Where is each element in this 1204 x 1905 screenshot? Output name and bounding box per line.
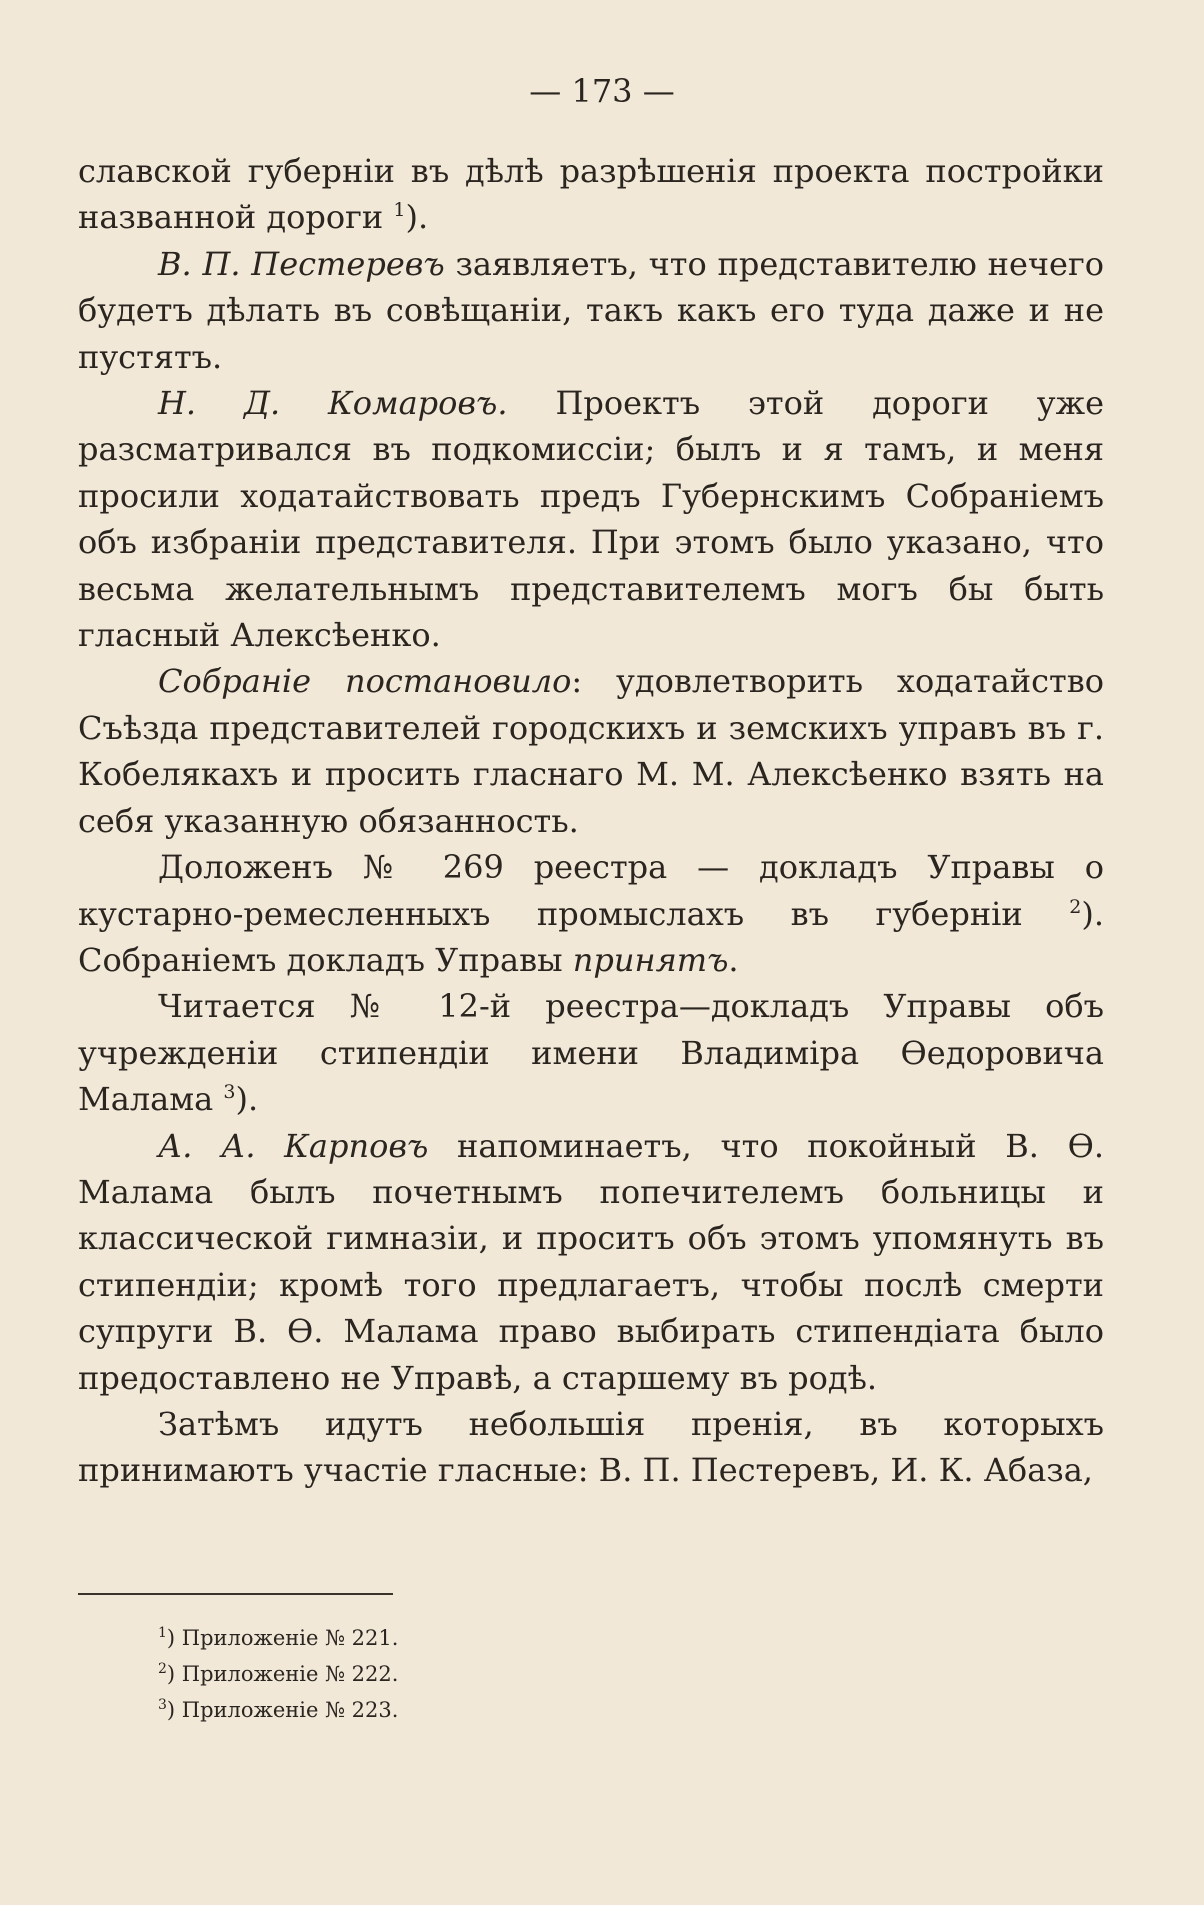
paragraph bbox=[78, 983, 1104, 1122]
text-run: ). bbox=[405, 198, 429, 237]
paragraph bbox=[78, 1401, 1104, 1494]
footnote-ref: 1 bbox=[393, 199, 406, 222]
text-run: ). Собраніемъ докладъ Управы bbox=[78, 894, 1104, 979]
footnote-mark: 1 bbox=[158, 1625, 167, 1641]
footnote-text: ) Приложеніе № 222. bbox=[166, 1662, 399, 1686]
text-run: ). bbox=[235, 1080, 259, 1119]
italic-name: принятъ bbox=[572, 940, 729, 979]
paragraph bbox=[78, 844, 1104, 983]
text-run: славской губерніи въ дѣлѣ разрѣшенія проекта постройки названной дороги bbox=[78, 152, 1104, 237]
footnote-text: ) Приложеніе № 223. bbox=[166, 1698, 399, 1722]
text-run: напоминаетъ, что покойный В. Ѳ. Малама былъ почетнымъ попечителемъ больницы и классической гимназіи, и проситъ объ этомъ упомянуть въ стипендіи; кромѣ того предлагаетъ, чтобы послѣ смерти супруги В. Ѳ. Малама право выбирать стипендіата было предоставлено не Управѣ, а старшему въ родѣ. bbox=[78, 1126, 1104, 1397]
footnote-mark: 3 bbox=[158, 1697, 167, 1713]
text-run: заявляетъ, что представителю нечего будетъ дѣлать въ совѣщаніи, такъ какъ его туда даже и не пустятъ. bbox=[78, 244, 1104, 376]
footnote bbox=[158, 1620, 398, 1656]
paragraph bbox=[78, 658, 1104, 844]
page-number: — 173 — bbox=[529, 72, 675, 110]
footnote-ref: 3 bbox=[223, 1081, 236, 1104]
paragraph bbox=[78, 1123, 1104, 1401]
footnote bbox=[158, 1692, 398, 1728]
footnote-ref: 2 bbox=[1069, 895, 1082, 918]
italic-name: Собраніе постановило bbox=[158, 662, 572, 701]
footnotes bbox=[158, 1620, 398, 1728]
text-run: Доложенъ № 269 реестра — докладъ Управы о кустарно-ремесленныхъ промыслахъ въ губерніи bbox=[78, 848, 1104, 933]
footnote-text: ) Приложеніе № 221. bbox=[166, 1626, 399, 1650]
italic-name: Н. Д. Комаровъ. bbox=[158, 384, 508, 423]
footnote-divider bbox=[78, 1593, 393, 1595]
footnote bbox=[158, 1656, 398, 1692]
paragraph bbox=[78, 241, 1104, 380]
italic-name: В. П. Пестеревъ bbox=[158, 244, 445, 283]
text-run: . bbox=[728, 940, 739, 979]
italic-name: А. А. Карповъ bbox=[158, 1126, 429, 1165]
text-run: Читается № 12-й реестра—докладъ Управы объ учрежденіи стипендіи имени Владиміра Ѳедоровича Малама bbox=[78, 987, 1104, 1119]
paragraph bbox=[78, 380, 1104, 658]
text-run: Затѣмъ идутъ небольшія пренія, въ которыхъ принимаютъ участіе гласные: В. П. Пестеревъ, И. К. Абаза, bbox=[78, 1404, 1104, 1490]
paragraph bbox=[78, 148, 1104, 241]
text-run: : удовлетворить ходатайство Съѣзда представителей городскихъ и земскихъ управъ въ г. Кобелякахъ и просить гласнаго М. М. Алексѣенко взять на себя указанную обязанность. bbox=[78, 662, 1104, 840]
footnote-mark: 2 bbox=[158, 1661, 167, 1677]
body-text bbox=[78, 148, 1104, 1494]
text-run: Проектъ этой дороги уже разсматривался въ подкомиссіи; былъ и я тамъ, и меня просили ходатайствовать предъ Губернскимъ Собраніемъ объ избраніи представителя. При этомъ было указано, что весьма желательнымъ представителемъ могъ бы быть гласный Алексѣенко. bbox=[78, 384, 1105, 655]
